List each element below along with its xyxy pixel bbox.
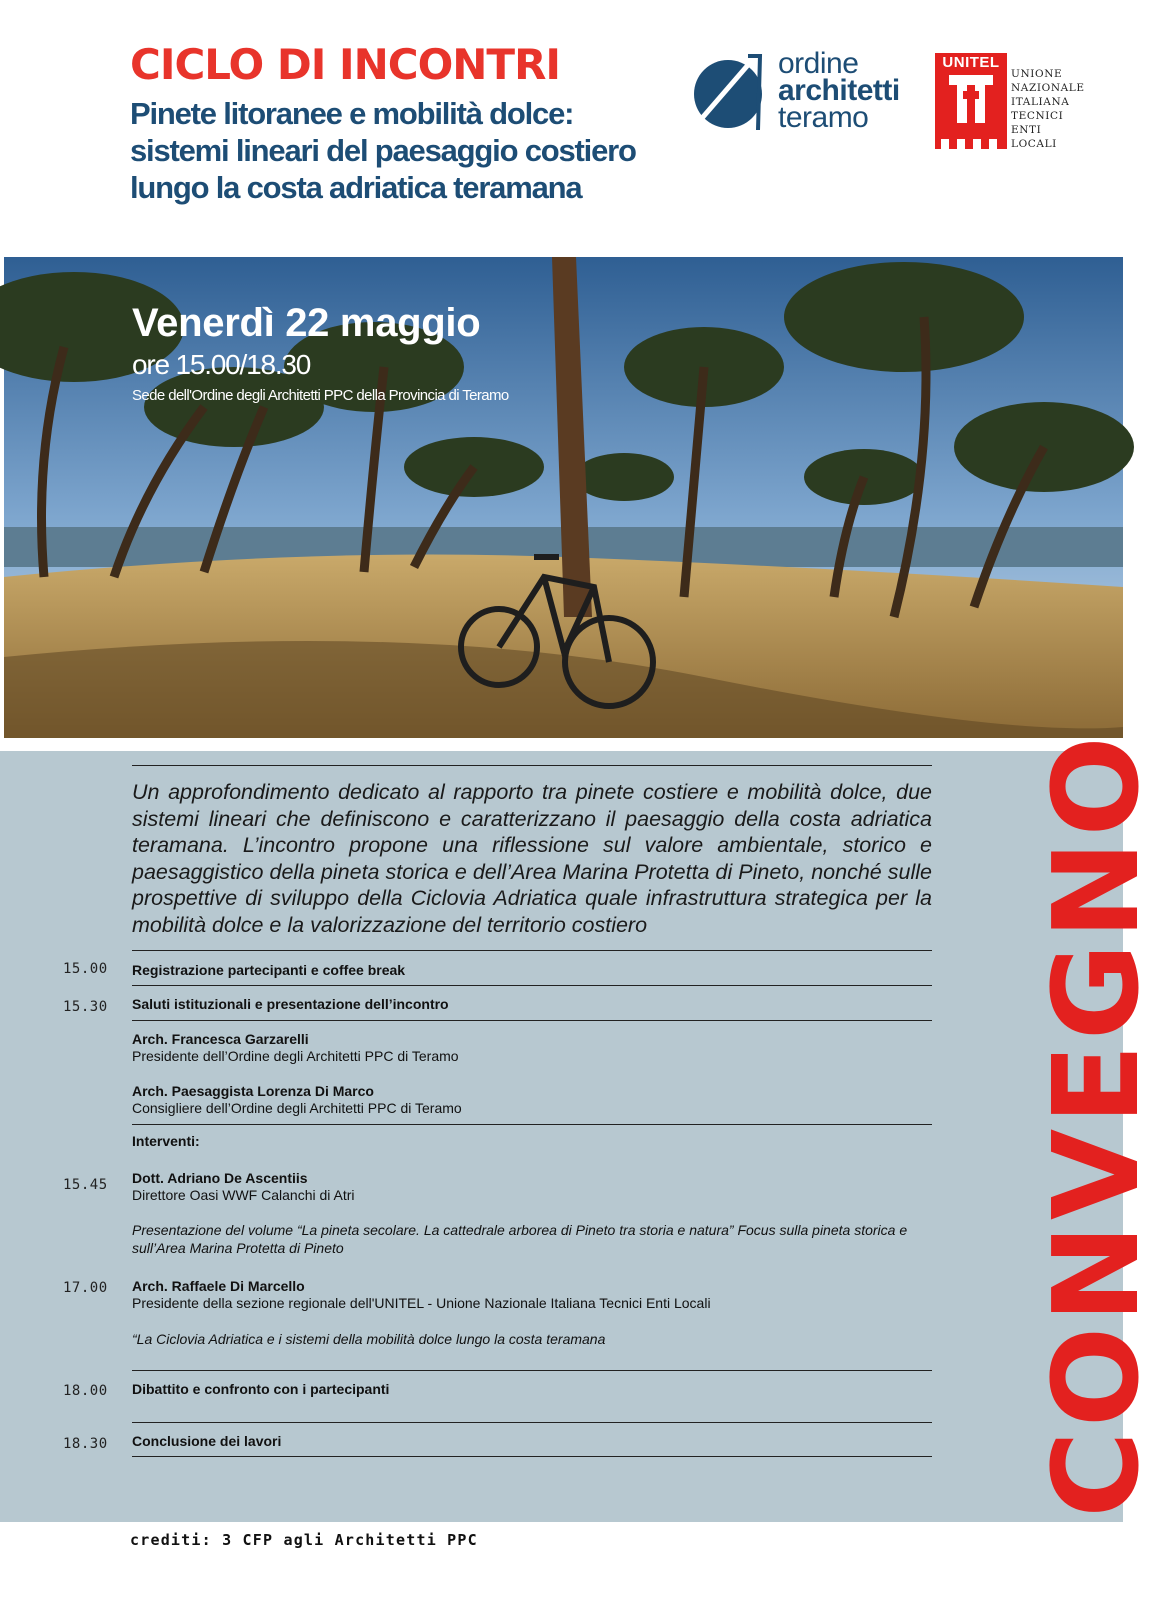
unitel-name-line: ITALIANA (1011, 96, 1070, 108)
series-title: CICLO DI INCONTRI (130, 40, 561, 89)
event-date: Venerdì 22 maggio (132, 301, 481, 345)
time-label: 15.00 (63, 961, 108, 977)
divider (132, 765, 932, 766)
logo-word-teramo: teramo (778, 101, 869, 134)
program-panel (0, 751, 1123, 1522)
hero-photo (4, 257, 1123, 738)
unitel-mark-word: UNITEL (942, 54, 1000, 71)
program-item: Conclusione dei lavori (132, 1433, 282, 1449)
intro-paragraph: Un approfondimento dedicato al rapporto tra pinete costiere e mobilità dolce, due sistemi lineari che definiscono e caratterizzano il paesaggio della costa adriatica teramana. L’incontro propone una riflessione sul valore ambientale, storico e paesaggistico della pineta storica e dell’Area Marina Protetta di Pineto, nonché sulle prospettive di sviluppo della Ciclovia Adriatica quale infrastruttura strategica per la mobilità dolce e la valorizzazione del territorio costiero (132, 780, 932, 937)
event-time: ore 15.00/18.30 (132, 349, 311, 380)
talk-title: “La Ciclovia Adriatica e i sistemi della mobilità dolce lungo la costa teramana (132, 1331, 606, 1347)
speaker-role: Consigliere dell’Ordine degli Architetti PPC di Teramo (132, 1100, 462, 1116)
event-subtitle: Pinete litoranee e mobilità dolce: sistemi lineari del paesaggio costiero lungo la costa adriatica teramana (130, 96, 636, 205)
unitel-name-line: ENTI (1011, 124, 1042, 136)
divider (132, 1456, 932, 1457)
interventi-heading: Interventi: (132, 1133, 200, 1149)
program-item: Saluti istituzionali e presentazione dell’incontro (132, 996, 449, 1012)
ordine-architetti-logo (688, 47, 928, 140)
speaker-name: Dott. Adriano De Ascentiis (132, 1170, 308, 1186)
speaker-name: Arch. Raffaele Di Marcello (132, 1278, 305, 1294)
unitel-name-line: NAZIONALE (1011, 82, 1085, 94)
time-label: 17.00 (63, 1280, 108, 1296)
divider (132, 950, 932, 951)
time-label: 18.00 (63, 1383, 108, 1399)
program-item: Registrazione partecipanti e coffee break (132, 962, 406, 978)
speaker-role: Presidente dell’Ordine degli Architetti PPC di Teramo (132, 1048, 459, 1064)
unitel-name-line: LOCALI (1011, 138, 1057, 150)
speaker-role: Presidente della sezione regionale dell'UNITEL - Unione Nazionale Italiana Tecnici Enti Locali (132, 1295, 711, 1311)
program-item: Dibattito e confronto con i partecipanti (132, 1381, 390, 1397)
time-label: 18.30 (63, 1436, 108, 1452)
divider (132, 1124, 932, 1125)
speaker-name: Arch. Paesaggista Lorenza Di Marco (132, 1083, 374, 1099)
unitel-name-line: TECNICI (1011, 110, 1064, 122)
event-venue: Sede dell'Ordine degli Architetti PPC della Provincia di Teramo (132, 387, 509, 404)
divider (132, 1020, 932, 1021)
unitel-mark (935, 53, 1007, 149)
credits-note: crediti: 3 CFP agli Architetti PPC (130, 1531, 478, 1549)
logo-word-ordine: ordine (778, 47, 859, 80)
convegno-side-label: CONVEGNO (1027, 732, 1165, 1518)
unitel-name-line: UNIONE (1011, 68, 1063, 80)
divider (132, 1422, 932, 1423)
time-label: 15.45 (63, 1177, 108, 1193)
unitel-full-name (1011, 67, 1085, 151)
divider (132, 985, 932, 986)
talk-title: Presentazione del volume “La pineta secolare. La cattedrale arborea di Pineto tra storia e natura” Focus sulla pineta storica e sull’Area Marina Protetta di Pineto (132, 1222, 908, 1256)
logo-word-architetti: architetti (778, 74, 900, 107)
time-label: 15.30 (63, 999, 108, 1015)
speaker-role: Direttore Oasi WWF Calanchi di Atri (132, 1187, 355, 1203)
divider (132, 1370, 932, 1371)
unitel-logo (935, 53, 1105, 153)
speaker-name: Arch. Francesca Garzarelli (132, 1031, 309, 1047)
